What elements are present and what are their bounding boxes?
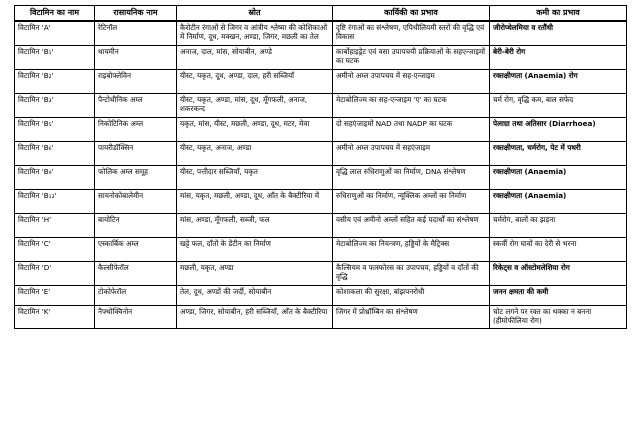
chemical-name: कैल्सीफेरॉल — [95, 261, 177, 285]
header-chemical-name: रासायनिक नाम — [95, 6, 177, 22]
chemical-name: नैफ्थोक्विनोन — [95, 305, 177, 328]
source-cell: यकृत, मांस, यीस्ट, मछली, अण्डा, दूध, मटर, मेवा — [177, 117, 333, 141]
source-cell: मांस, यकृत, मछली, अण्डा, दूध, आँत के बैक्टीरिया में — [177, 189, 333, 213]
table-row — [15, 237, 627, 261]
vitamin-name: विटामिन 'B₆' — [15, 141, 95, 165]
physiology-cell: कोशाकला की सुरक्षा, बांझपनरोधी — [333, 285, 490, 305]
deficiency-cell: रिकेट्स व ऑस्टोमलेशिया रोग — [490, 261, 627, 285]
source-cell: मछली, यकृत, अण्डा — [177, 261, 333, 285]
source-cell: मांस, अण्डा, मूँगफली, सब्जी, फल — [177, 213, 333, 237]
header-source: स्रोत — [177, 6, 333, 22]
chemical-name: पैन्टोथीनिक अम्ल — [95, 93, 177, 117]
table-row — [15, 261, 627, 285]
chemical-name: पायरीडॉक्सिन — [95, 141, 177, 165]
vitamin-name: विटामिन 'B₃' — [15, 93, 95, 117]
deficiency-cell: रक्तक्षीणता, चर्मरोग, पेट में पथरी — [490, 141, 627, 165]
physiology-cell: अमीनो अम्ल उपापचय में सहएंजाइम — [333, 141, 490, 165]
vitamin-name: विटामिन 'B₅' — [15, 117, 95, 141]
physiology-cell: दो सहएंजाइमों NAD तथा NADP का घटक — [333, 117, 490, 141]
deficiency-cell: रक्तक्षीणता (Anaemia) — [490, 165, 627, 189]
vitamin-name: विटामिन 'B₉' — [15, 165, 95, 189]
physiology-cell: रुधिराणुओं का निर्माण, न्यूक्लिक अम्लों का निर्माण — [333, 189, 490, 213]
physiology-cell: वृद्धि लाल रुधिराणुओं का निर्माण, DNA संश्लेषण — [333, 165, 490, 189]
deficiency-cell: चोट लगने पर रक्त का थक्का न बनना (हीमोफीलिया रोग) — [490, 305, 627, 328]
vitamin-name: विटामिन 'C' — [15, 237, 95, 261]
deficiency-cell: चर्मरोग, बालों का झड़ना — [490, 213, 627, 237]
deficiency-cell: पेलाग्रा तथा अतिसार (Diarrhoea) — [490, 117, 627, 141]
table-row — [15, 21, 627, 45]
source-cell: यीस्ट, यकृत, अण्डा, मांस, दूध, मूँगफली, अनाज, शकरकन्द — [177, 93, 333, 117]
chemical-name: थायमीन — [95, 45, 177, 69]
vitamin-name: विटामिन 'A' — [15, 21, 95, 45]
deficiency-cell: स्कर्वी रोग घावों का देरी से भरना — [490, 237, 627, 261]
chemical-name: बायोटिन — [95, 213, 177, 237]
deficiency-cell: रक्तक्षीणता (Anaemia) — [490, 189, 627, 213]
vitamin-table — [14, 5, 627, 329]
table-row — [15, 213, 627, 237]
table-row — [15, 189, 627, 213]
source-cell: तेल, दूध, अण्डों की जर्दी, सोयाबीन — [177, 285, 333, 305]
deficiency-cell: रक्तक्षीणता (Anaemia) रोग — [490, 69, 627, 93]
deficiency-cell: बेरी-बेरी रोग — [490, 45, 627, 69]
vitamin-name: विटामिन 'H' — [15, 213, 95, 237]
deficiency-cell: चर्म रोग, वृद्धि कम, बाल सफेद — [490, 93, 627, 117]
chemical-name: टोकोफेरॉल — [95, 285, 177, 305]
chemical-name: सायनोकोबालेमीन — [95, 189, 177, 213]
physiology-cell: दृष्टि रंगाओं का संश्लेषण, एपिथीलियमी स्तरों की वृद्धि एवं विकास — [333, 21, 490, 45]
table-row — [15, 285, 627, 305]
table-row — [15, 117, 627, 141]
source-cell: यीस्ट, यकृत, दूध, अण्डा, दाल, हरी सब्जियाँ — [177, 69, 333, 93]
vitamin-name: विटामिन 'B₂' — [15, 69, 95, 93]
deficiency-cell: जनन क्षमता की कमी — [490, 285, 627, 305]
table-row — [15, 69, 627, 93]
source-cell: यीस्ट, पत्तीदार सब्जियाँ, यकृत — [177, 165, 333, 189]
source-cell: अनाज, दाल, मांस, सोयाबीन, अण्डे — [177, 45, 333, 69]
physiology-cell: कैल्सियम व फास्फोरस का उपापचय, हड्डियों व दाँतों की वृद्धि — [333, 261, 490, 285]
source-cell: खट्टे फल, दाँतों के डेंटीन का निर्माण — [177, 237, 333, 261]
chemical-name: निकोटिनिक अम्ल — [95, 117, 177, 141]
chemical-name: एस्कार्बिक अम्ल — [95, 237, 177, 261]
chemical-name: रेटिनॉल — [95, 21, 177, 45]
physiology-cell: मेटाबोलिज्म का सह-एन्जाइम 'ए' का घटक — [333, 93, 490, 117]
vitamin-name: विटामिन 'B₁₂' — [15, 189, 95, 213]
table-row — [15, 141, 627, 165]
table-row — [15, 165, 627, 189]
physiology-cell: मेटाबोलिज्म का नियन्त्रण, हड्डियों के मैट्रिक्स — [333, 237, 490, 261]
chemical-name: राइबोफ्लेविन — [95, 69, 177, 93]
header-deficiency-effect: कमी का प्रभाव — [490, 6, 627, 22]
header-vitamin-name: विटामिन का नाम — [15, 6, 95, 22]
physiology-cell: अमीनो अम्ल उपापचय में सह-एन्जाइम — [333, 69, 490, 93]
source-cell: यीस्ट, यकृत, अनाज, अण्डा — [177, 141, 333, 165]
physiology-cell: वसीय एवं अमीनो अम्लों सहित कई पदार्थों का संश्लेषण — [333, 213, 490, 237]
vitamin-name: विटामिन 'K' — [15, 305, 95, 328]
vitamin-name: विटामिन 'D' — [15, 261, 95, 285]
table-row — [15, 93, 627, 117]
vitamin-name: विटामिन 'B₁' — [15, 45, 95, 69]
chemical-name: फोलिक अम्ल समूह — [95, 165, 177, 189]
source-cell: अण्डा, जिगर, सोयाबीन, हरी सब्जियाँ, आँत के बैक्टीरिया — [177, 305, 333, 328]
physiology-cell: जिगर में प्रोथ्रॉम्बिन का संश्लेषण — [333, 305, 490, 328]
table-row — [15, 45, 627, 69]
source-cell: कैरोटीन रंगाओं से जिगर व आंत्रीय श्लेष्मा की कोशिकाओं में निर्माण, दूध, मक्खन, अण्डा, जिगर, मछली का तेल — [177, 21, 333, 45]
header-physiology-effect: कार्यिकी का प्रभाव — [333, 6, 490, 22]
table-header-row — [15, 6, 627, 22]
table-row — [15, 305, 627, 328]
physiology-cell: कार्बोहाइड्रेट एवं वसा उपापचयी प्रक्रियाओं के सहएन्जाइमों का घटक — [333, 45, 490, 69]
deficiency-cell: जीरोप्थेलमिया व रतौंधी — [490, 21, 627, 45]
vitamin-name: विटामिन 'E' — [15, 285, 95, 305]
